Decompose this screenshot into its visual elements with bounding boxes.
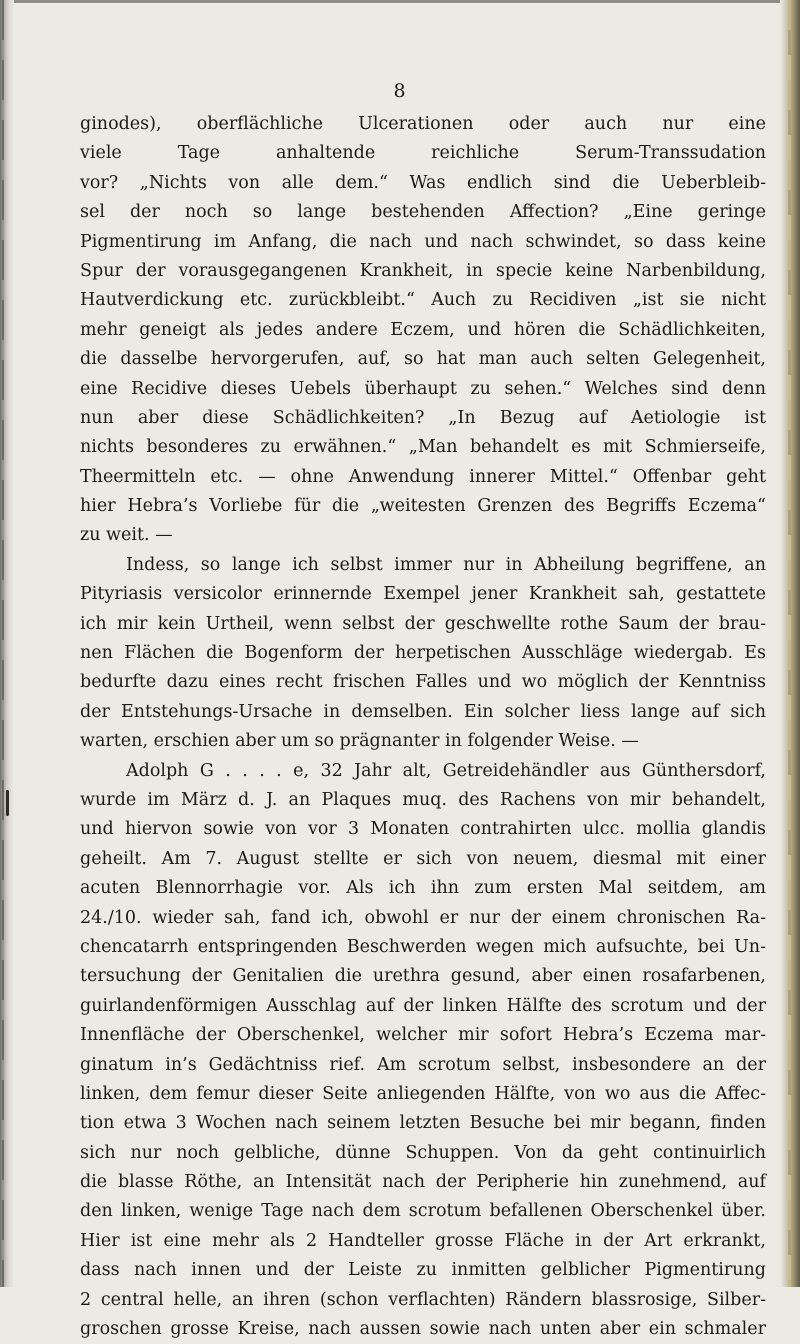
bookmark-mark [6,790,9,816]
text-line: viele Tage anhaltende reichliche Serum-Transsudation [80,143,766,164]
text-line: sich nur noch gelbliche, dünne Schuppen. Von da geht continuirlich [80,1142,766,1163]
text-line: acuten Blennorrhagie vor. Als ich ihn zum ersten Mal seitdem, am [80,878,766,899]
text-line: ginodes), oberflächliche Ulcerationen oder auch nur eine [80,114,766,134]
text-line: ich mir kein Urtheil, wenn selbst der geschwellte rothe Saum der brau- [80,613,766,634]
paragraph-start-line: Indess, so lange ich selbst immer nur in Abheilung begriffene, an [126,554,766,575]
text-line: geheilt. Am 7. August stellte er sich von neuem, diesmal mit einer [80,848,766,869]
text-line: Pigmentirung im Anfang, die nach und nach schwindet, so dass keine [80,231,766,252]
text-line: wurde im März d. J. an Plaques muq. des Rachens von mir behandelt, [80,789,766,810]
text-line: tion etwa 3 Wochen nach seinem letzten Besuche bei mir begann, finden [80,1113,766,1134]
paragraph-end-line: warten, erschien aber um so prägnanter in folgender Weise. — [80,731,639,752]
text-line: tersuchung der Genitalien die urethra gesund, aber einen rosafarbenen, [80,966,766,987]
text-line: hier Hebra’s Vorliebe für die „weitesten Grenzen des Begriffs Eczema“ [80,496,766,517]
text-line: mehr geneigt als jedes andere Eczem, und hören die Schädlichkeiten, [80,319,766,340]
text-line: und hiervon sowie von vor 3 Monaten contrahirten ulcc. mollia glandis [80,819,766,840]
text-line: nen Flächen die Bogenform der herpetischen Ausschläge wiedergab. Es [80,643,766,664]
text-line: nichts besonderes zu erwähnen.“ „Man behandelt es mit Schmierseife, [80,437,766,458]
text-line: bedurfte dazu eines recht frischen Falles und wo möglich der Kenntniss [80,672,766,693]
text-line: Hier ist eine mehr als 2 Handteller grosse Fläche in der Art erkrankt, [80,1230,766,1251]
body-text [80,110,766,1344]
text-line: sel der noch so lange bestehenden Affection? „Eine geringe [80,202,766,223]
text-line: chencatarrh entspringenden Beschwerden wegen mich aufsuchte, bei Un- [80,936,766,957]
text-line: 24./10. wieder sah, fand ich, obwohl er nur der einem chronischen Ra- [80,907,766,928]
text-line: groschen grosse Kreise, nach aussen sowie nach unten aber ein schmaler [80,1319,766,1340]
text-line: die dasselbe hervorgerufen, auf, so hat man auch selten Gelegenheit, [80,349,766,370]
paragraph-end-line: zu weit. — [80,525,173,546]
text-line: linken, dem femur dieser Seite anliegenden Hälfte, von wo aus die Affec- [80,1083,766,1104]
text-line: der Entstehungs-Ursache in demselben. Ein solcher liess lange auf sich [80,701,766,722]
page-number: 8 [393,80,407,102]
text-line: Spur der vorausgegangenen Krankheit, in specie keine Narbenbildung, [80,260,766,281]
text-line: den linken, wenige Tage nach dem scrotum befallenen Oberschenkel über. [80,1201,766,1222]
binding-edge-left [0,0,14,1287]
text-line: eine Recidive dieses Uebels überhaupt zu sehen.“ Welches sind denn [80,378,766,399]
text-line: Theermitteln etc. — ohne Anwendung innerer Mittel.“ Offenbar geht [80,466,766,487]
text-line: 2 central helle, an ihren (schon verflachten) Rändern blassrosige, Silber- [80,1289,766,1310]
page-top-edge [0,0,800,3]
text-line: vor? „Nichts von alle dem.“ Was endlich sind die Ueberbleib- [80,172,766,193]
text-line: Innenfläche der Oberschenkel, welcher mir sofort Hebra’s Eczema mar- [80,1025,766,1046]
text-line: guirlandenförmigen Ausschlag auf der linken Hälfte des scrotum und der [80,995,766,1016]
text-line: ginatum in’s Gedächtniss rief. Am scrotum selbst, insbesondere an der [80,1054,766,1075]
text-line: dass nach innen und der Leiste zu inmitten gelblicher Pigmentirung [80,1260,766,1281]
text-line: Hautverdickung etc. zurückbleibt.“ Auch zu Recidiven „ist sie nicht [80,290,766,311]
text-line: Pityriasis versicolor erinnernde Exempel jener Krankheit sah, gestattete [80,584,766,605]
paragraph-start-line: Adolph G . . . . e, 32 Jahr alt, Getreidehändler aus Günthersdorf, [126,760,766,781]
page-edge-right [780,0,800,1287]
text-line: die blasse Röthe, an Intensität nach der Peripherie hin zunehmend, auf [80,1172,766,1193]
text-line: nun aber diese Schädlichkeiten? „In Bezug auf Aetiologie ist [80,407,766,428]
